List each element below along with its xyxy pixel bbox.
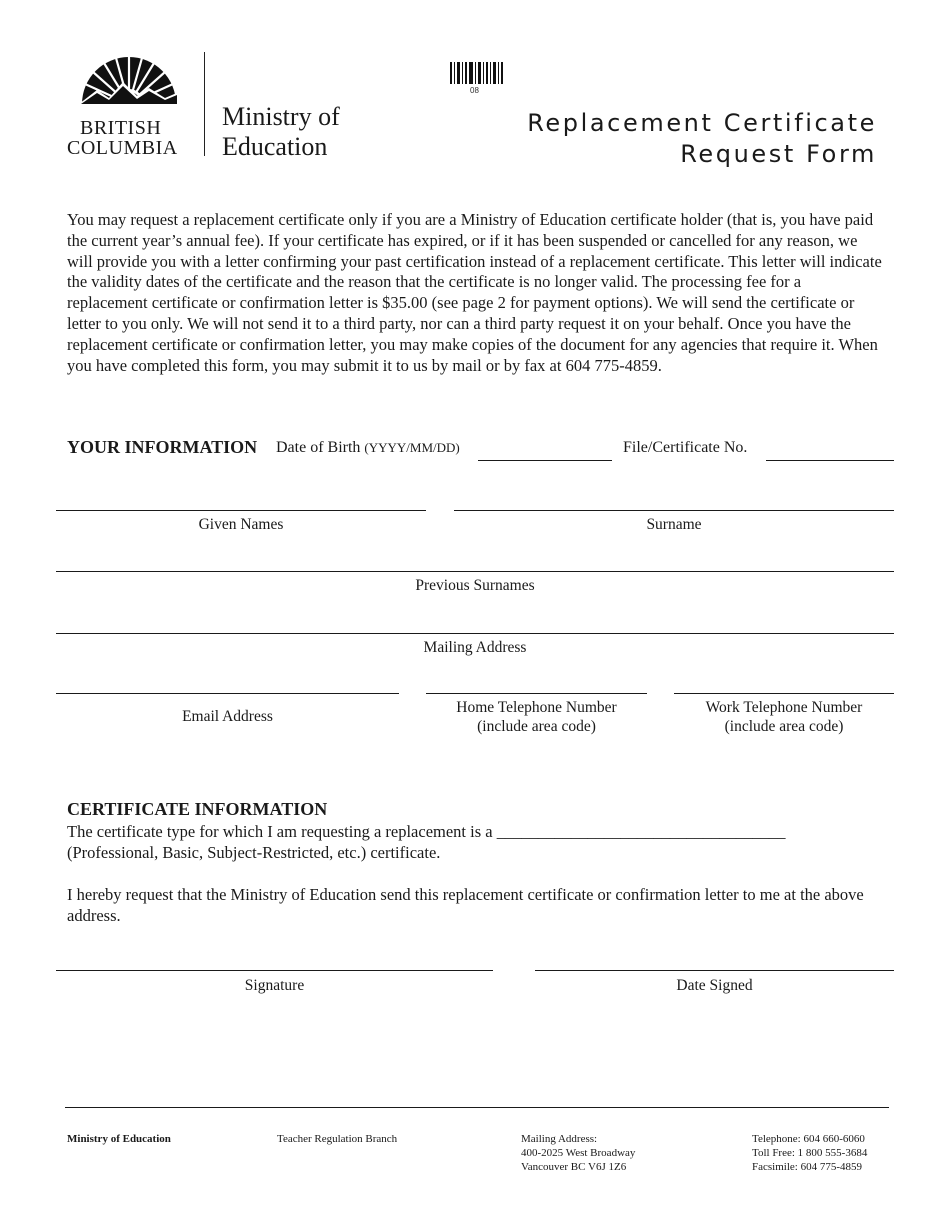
work-phone-label bbox=[674, 698, 894, 736]
date-signed-label: Date Signed bbox=[676, 977, 753, 994]
footer-mailing-address bbox=[521, 1132, 635, 1174]
file-certificate-label: File/Certificate No. bbox=[623, 439, 748, 456]
footer-mail-label: Mailing Address: bbox=[521, 1133, 598, 1145]
home-phone-label-line1: Home Telephone Number bbox=[456, 699, 617, 716]
request-statement: I hereby request that the Ministry of Education send this replacement certificate or confirmation letter to me at the above address. bbox=[67, 885, 864, 925]
previous-surnames-label: Previous Surnames bbox=[415, 577, 535, 594]
sun-mountains-icon bbox=[79, 50, 179, 114]
bc-logo bbox=[66, 50, 196, 160]
form-title-line1: Replacement Certificate bbox=[527, 109, 877, 137]
intro-paragraph: You may request a replacement certificate only if you are a Ministry of Education certificate holder (that is, you have paid the current year’s annual fee). If your certificate has expired, or if it has been suspended or cancelled for any reason, we will provide you with a letter confirming your past certification instead of a replacement certificate. This letter will indicate the validity dates of the certificate and the reason that the certificate is no longer valid. The processing fee for a replacement certificate or confirmation letter is $35.00 (see page 2 for payment options). We will send the certificate or letter to you only. We will not send it to a third party, nor can a third party request it on your behalf. Once you have the replacement certificate or confirmation letter, you may make copies of the document for any agencies that require it. When you have completed this form, you may submit it to us by mail or by fax at 604 775-4859. bbox=[67, 210, 882, 375]
certificate-information-heading: CERTIFICATE INFORMATION bbox=[67, 799, 328, 819]
footer-mail-line2: Vancouver BC V6J 1Z6 bbox=[521, 1161, 627, 1173]
home-phone-input[interactable] bbox=[426, 693, 647, 694]
logo-british: BRITISH bbox=[80, 117, 162, 139]
form-title-line2: Request Form bbox=[680, 140, 877, 168]
footer-facsimile: Facsimile: 604 775-4859 bbox=[752, 1161, 862, 1173]
file-certificate-input[interactable] bbox=[766, 460, 894, 461]
certificate-type-examples: (Professional, Basic, Subject-Restricted, etc.) certificate. bbox=[67, 843, 441, 862]
logo-ministry-of: Ministry of bbox=[222, 102, 340, 131]
work-phone-input[interactable] bbox=[674, 693, 894, 694]
dob-label bbox=[276, 439, 460, 457]
surname-input[interactable] bbox=[454, 510, 894, 511]
home-phone-label-line2: (include area code) bbox=[477, 718, 596, 735]
previous-surnames-input[interactable] bbox=[56, 571, 894, 572]
footer-mail-line1: 400-2025 West Broadway bbox=[521, 1147, 636, 1159]
mailing-address-label: Mailing Address bbox=[423, 639, 527, 656]
signature-input[interactable] bbox=[56, 970, 493, 971]
footer-branch: Teacher Regulation Branch bbox=[277, 1133, 398, 1145]
barcode-number: 08 bbox=[470, 86, 479, 95]
dob-input[interactable] bbox=[478, 460, 612, 461]
footer-ministry: Ministry of Education bbox=[67, 1133, 171, 1145]
footer-contact bbox=[752, 1132, 867, 1174]
footer-toll-free: Toll Free: 1 800 555-3684 bbox=[752, 1147, 868, 1159]
logo-education: Education bbox=[222, 132, 328, 161]
logo-divider bbox=[204, 52, 205, 156]
footer-telephone: Telephone: 604 660-6060 bbox=[752, 1133, 865, 1145]
home-phone-label bbox=[426, 698, 647, 736]
certificate-type-line[interactable]: The certificate type for which I am requesting a replacement is a ___________________________________ bbox=[67, 822, 786, 841]
your-information-heading: YOUR INFORMATION bbox=[67, 437, 258, 457]
footer-divider bbox=[65, 1107, 889, 1108]
email-label: Email Address bbox=[182, 708, 273, 725]
work-phone-label-line1: Work Telephone Number bbox=[705, 699, 863, 716]
surname-label: Surname bbox=[646, 516, 702, 533]
mailing-address-input[interactable] bbox=[56, 633, 894, 634]
given-names-input[interactable] bbox=[56, 510, 426, 511]
form-title bbox=[527, 108, 877, 170]
work-phone-label-line2: (include area code) bbox=[724, 718, 844, 735]
email-input[interactable] bbox=[56, 693, 399, 694]
signature-label: Signature bbox=[244, 977, 305, 994]
logo-columbia: COLUMBIA bbox=[67, 137, 178, 159]
barcode-icon bbox=[450, 62, 504, 84]
date-signed-input[interactable] bbox=[535, 970, 894, 971]
given-names-label: Given Names bbox=[198, 516, 284, 533]
dob-label-text: Date of Birth bbox=[276, 439, 361, 456]
dob-format: (YYYY/MM/DD) bbox=[364, 440, 460, 455]
